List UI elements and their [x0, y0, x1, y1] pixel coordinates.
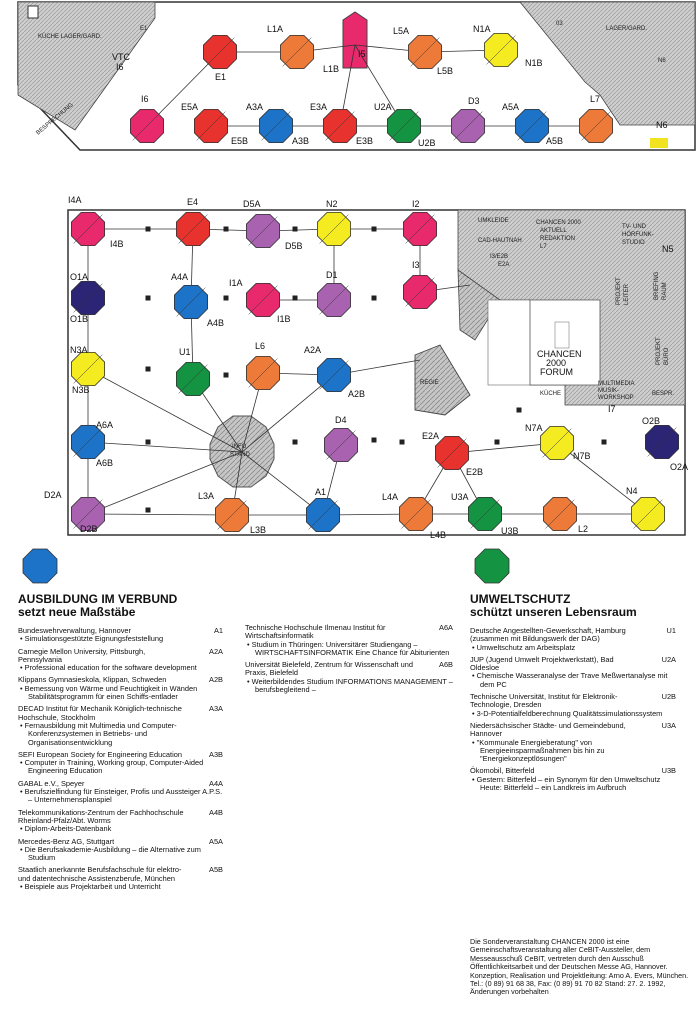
exhibitor-name: JUP (Jugend Umwelt Projektwerkstatt), Bad Oldesloe: [470, 654, 614, 673]
exhibitor-name: Mercedes-Benz AG, Stuttgart: [18, 836, 115, 846]
pillar: [224, 373, 229, 378]
legend-column-3: [470, 627, 676, 792]
booth-code: A4A: [209, 778, 223, 788]
exhibitor-name: Universität Bielefeld, Zentrum für Wissenschaft und Praxis, Bielefeld: [245, 660, 413, 678]
booth-label: L1A: [267, 24, 284, 34]
exhibit-topic: • Simulationsgestützte Eignungsfeststellung: [18, 635, 223, 643]
pillar: [293, 440, 298, 445]
booth-label: D2B: [80, 524, 98, 534]
legend-entry: [470, 627, 676, 652]
room-label: BÜRO: [664, 347, 670, 365]
booth-label: D4: [335, 415, 347, 425]
pillar: [293, 296, 298, 301]
exhibit-topic: • 3-D-Potentialfeldberechnung Qualitätssimulationssystem: [470, 710, 676, 718]
booth-label: E2B: [466, 467, 484, 477]
exhibit-topic: • Umweltschutz am Arbeitsplatz: [470, 644, 676, 652]
exhibitor-name: Technische Hochschule Ilmenau Institut für Wirtschaftsinformatik: [245, 623, 386, 641]
room-label: TV- UND: [622, 224, 646, 230]
booth-label: L7: [590, 94, 601, 104]
booth-label: I5: [358, 49, 366, 59]
booth-label: U2A: [374, 102, 392, 112]
room-label: BRIEFING: [654, 271, 660, 300]
exhibitor-name: DECAD Institut für Mechanik Königlich-technische Hochschule, Stockholm: [18, 704, 182, 722]
room-label: CHANCEN 2000: [536, 220, 581, 226]
exhibit-topic: • Beispiele aus Projektarbeit und Unterricht: [18, 883, 223, 891]
room-label: LEITER: [624, 283, 630, 305]
pillar: [146, 508, 151, 513]
legend-entry: [18, 648, 223, 673]
exhibitor-name: Niedersächsischer Städte- und Gemeindebund, Hannover: [470, 720, 626, 739]
booth-label: L6: [255, 341, 266, 351]
room-label: MUSIK-: [598, 388, 619, 394]
room-label: VTC: [112, 52, 130, 62]
booth-code: U1: [666, 626, 676, 635]
booth-label: O2B: [642, 416, 661, 426]
pillar: [224, 296, 229, 301]
legend-column-2: [245, 624, 453, 694]
room-label: LAGER/GARD.: [606, 26, 648, 32]
room-label: I3/E2B: [490, 254, 509, 260]
exhibit-topic: • Computer in Training, Working group, Computer-Aided Engineering Education: [18, 759, 223, 776]
booth-label: N2: [326, 199, 338, 209]
room-label: PROJEKT: [656, 337, 662, 365]
room-label: AKTUELL: [540, 228, 567, 234]
booth-label: N3B: [72, 385, 90, 395]
booth-code: A4B: [209, 807, 223, 817]
room-label: WORKSHOP: [598, 395, 634, 401]
exhibit-topic: • Fernausbildung mit Multimedia und Computer-Konferenzsystemen in Betriebs- und Organisationsentwicklung: [18, 722, 223, 747]
booth-label: E3A: [310, 102, 328, 112]
legend-entry: [245, 661, 453, 694]
legend-entry: [18, 676, 223, 701]
room-label: 03: [556, 21, 563, 27]
lower-hall: [68, 210, 685, 535]
booth-label: I1A: [229, 278, 243, 288]
exhibitor-name: Technische Universität, Institut für Elektronik-Technologie, Dresden: [470, 692, 618, 710]
pillar: [372, 438, 377, 443]
booth-label: L3A: [198, 491, 215, 501]
booth-label: E1: [215, 72, 227, 82]
room-label: I7: [608, 404, 616, 414]
exhibitor-name: Klippans Gymnasieskola, Klippan, Schweden: [18, 675, 167, 685]
booth-label: I3: [412, 260, 420, 270]
booth-code: A1: [213, 626, 223, 635]
exhibitor-name: GABAL e.V., Speyer: [18, 778, 85, 788]
booth-label: I2: [412, 199, 420, 209]
exhibit-topic: • Gestern: Bitterfeld – ein Synonym für den Umweltschutz Heute: Bitterfeld – ein Landkreis im Aufbruch: [470, 776, 676, 793]
booth-e4[interactable]: [176, 197, 209, 246]
exhibit-topic: • Berufszielfindung für Einsteiger, Profis und Aussteiger A.P.S. – Unternehmensplanspiel: [18, 788, 223, 805]
booth-label: L1B: [323, 64, 340, 74]
booth-label: D5A: [243, 199, 261, 209]
booth-label: U3A: [451, 492, 469, 502]
booth-label: A6A: [96, 420, 114, 430]
booth-label: O1B: [70, 314, 89, 324]
legend-subtitle: schützt unseren Lebensraum: [470, 605, 637, 619]
booth-label: L5A: [393, 26, 410, 36]
booth-label: D2A: [44, 490, 62, 500]
info-stand-label: STAND: [230, 452, 250, 458]
room-label: CAD-HAUTNAH: [478, 238, 522, 244]
pillar: [146, 367, 151, 372]
booth-label: A1: [315, 487, 327, 497]
forum-label: CHANCEN: [537, 349, 582, 359]
legend-entry: [245, 624, 453, 657]
exhibit-topic: • Studium in Thüringen: Universitärer Studiengang – WIRTSCHAFTSINFORMATIK Eine Chance für Abiturienten: [245, 641, 453, 658]
legend-title: UMWELTSCHUTZ: [470, 592, 571, 606]
exhibit-topic: • Diplom-Arbeits-Datenbank: [18, 825, 223, 833]
booth-label: A3A: [246, 102, 264, 112]
room-label: KÜCHE LAGER/GARD.: [38, 34, 102, 40]
exhibit-topic: • Die Berufsakademie-Ausbildung – die Alternative zum Studium: [18, 846, 223, 863]
booth-label: A3B: [292, 136, 310, 146]
booth-label: L3B: [250, 525, 267, 535]
legend-entry: [18, 751, 223, 776]
pillar: [146, 440, 151, 445]
booth-label: A4A: [171, 272, 189, 282]
booth-n2[interactable]: [317, 199, 350, 246]
booth-label: L4A: [382, 492, 399, 502]
legend-entry: [18, 809, 223, 834]
booth-label: D1: [326, 270, 338, 280]
booth-label: I4A: [68, 195, 82, 205]
booth-label: I4B: [110, 239, 124, 249]
room-label: RAUM: [662, 282, 668, 300]
room-label: KÜCHE: [540, 391, 562, 397]
room-label: I6: [116, 62, 124, 72]
exhibitor-name: Staatlich anerkannte Berufsfachschule für elektro- und datentechnische Assistenzberufe, München: [18, 865, 182, 883]
legend-entry: [18, 780, 223, 805]
legend-entry: [18, 838, 223, 863]
booth-label: D5B: [285, 241, 303, 251]
booth-label: N1A: [473, 24, 491, 34]
booth-code: U3A: [661, 720, 676, 730]
legend-title: AUSBILDUNG IM VERBUND: [18, 592, 178, 606]
legend-entry: [470, 693, 676, 718]
room-label: E2A: [498, 262, 510, 268]
info-stand-label: INFO: [232, 444, 247, 450]
booth-label: O2A: [670, 462, 689, 472]
booth-code: A2B: [209, 675, 223, 685]
legend-marker-green: [474, 548, 510, 584]
legend-entry: [18, 866, 223, 891]
pillar: [602, 440, 607, 445]
booth-label: A5A: [502, 102, 520, 112]
legend-marker-blue: [22, 548, 58, 584]
credits-text: Die Sonderveranstaltung CHANCEN 2000 ist eine Gemeinschaftsveranstaltung aller CeBIT-Aussteller, dem Messeausschuß CeBIT, vertreten durch den Ausschuß Öffentlichkeitsarbeit und der Deutschen Messe AG, Hannover. Konzeption, Realisation und Projektleitung: Arno A. Evers, München. Tel.: (0 89) 91 68 38, Fax: (0 89) 91 70 82 Stand: 27. 2. 1992, Änderungen vorbehalten: [470, 937, 689, 997]
room-label: STUDIO: [622, 240, 645, 246]
booth-label: N1B: [525, 58, 543, 68]
exhibitor-name: Deutsche Angestellten-Gewerkschaft, Hamburg (zusammen mit Bildungswerk der DAG): [470, 626, 626, 644]
booth-label: U3B: [501, 526, 519, 536]
booth-label: O1A: [70, 272, 89, 282]
room-label: BESPR.: [652, 391, 675, 397]
booth-label: N3A: [70, 345, 88, 355]
forum-label: 2000: [546, 358, 567, 368]
booth-label: A6B: [96, 458, 114, 468]
booth-code: A5B: [209, 865, 223, 875]
pillar: [400, 440, 405, 445]
legend-entry: [18, 627, 223, 644]
booth-label: E4: [187, 197, 199, 207]
booth-code: A3B: [209, 749, 223, 759]
booth-label: U1: [179, 347, 191, 357]
room-label: L7: [540, 244, 547, 250]
exhibitor-name: Ökomobil, Bitterfeld: [470, 766, 535, 776]
exhibitor-name: SEFI European Society for Engineering Education: [18, 749, 182, 759]
legend-entry: [470, 767, 676, 792]
booth-label: E5A: [181, 102, 199, 112]
room-label: E1: [140, 26, 148, 32]
booth-code: U2A: [661, 654, 676, 664]
room-label: REDAKTION: [540, 236, 576, 242]
regie-label: REGIE: [420, 380, 439, 386]
legend-education-cont: [245, 624, 453, 698]
booth-label: D3: [468, 96, 480, 106]
room-label: HÖRFUNK-: [622, 232, 654, 238]
pillar: [146, 227, 151, 232]
pillar: [372, 296, 377, 301]
booth-label: A5B: [546, 136, 564, 146]
exhibit-topic: • "Kommunale Energieberatung" von Energieeinsparmaßnahmen bis hin zu "Energiekonzeptlösungen": [470, 739, 676, 764]
exhibitor-name: Carnegie Mellon University, Pittsburgh, Pennsylvania: [18, 646, 146, 664]
room-label: BESPRECHUNG: [35, 102, 75, 137]
legend-entry: [470, 656, 676, 689]
booth-label: A4B: [207, 318, 225, 328]
booth-label: E5B: [231, 136, 249, 146]
legend-environment: [470, 548, 676, 796]
booth-label: A2A: [304, 345, 322, 355]
exhibitor-name: Bundeswehrverwaltung, Hannover: [18, 626, 131, 635]
booth-label: L5B: [437, 66, 454, 76]
booth-code: U3B: [661, 766, 676, 776]
booth-code: U2B: [661, 692, 676, 702]
booth-label: L4B: [430, 530, 447, 540]
room-label: N5: [662, 244, 674, 254]
pillar: [146, 296, 151, 301]
room-label: N6: [656, 120, 668, 130]
booth-code: A2A: [209, 646, 223, 656]
pillar: [495, 440, 500, 445]
booth-code: A6B: [439, 660, 453, 670]
booth-code: A3A: [209, 704, 223, 714]
booth-i2[interactable]: [403, 199, 436, 246]
booth-label: N7A: [525, 423, 543, 433]
exhibit-topic: • Professional education for the software development: [18, 664, 223, 672]
exhibitor-name: Telekommunikations-Zentrum der Fachhochschule Rheinland-Pfalz/Abt. Worms: [18, 807, 184, 825]
booth-label: L2: [578, 524, 589, 534]
legend-entry: [470, 722, 676, 763]
room-label: N6: [658, 58, 666, 64]
room-label: MULTIMEDIA: [598, 381, 635, 387]
pillar: [224, 227, 229, 232]
pillar: [517, 408, 522, 413]
booth-label: I1B: [277, 314, 291, 324]
booth-code: A5A: [209, 836, 223, 846]
exhibit-topic: • Chemische Wasseranalyse der Trave Meßwertanalyse mit dem PC: [470, 672, 676, 689]
legend-entry: [18, 705, 223, 746]
legend-column-1: [18, 627, 223, 891]
booth-label: A2B: [348, 389, 366, 399]
exhibit-topic: • Bemessung von Wärme und Feuchtigkeit in Wänden Stabilitätsprogramm für einen Schiffs-entlader: [18, 685, 223, 702]
booth-label: N7B: [573, 451, 591, 461]
legend-education: [18, 548, 223, 895]
forum-label: FORUM: [540, 367, 573, 377]
booth-label: U2B: [418, 138, 436, 148]
pillar: [293, 227, 298, 232]
booth-label: E2A: [422, 431, 440, 441]
booth-label: E3B: [356, 136, 374, 146]
room-label: UMKLEIDE: [478, 218, 509, 224]
room-label: PROJEKT: [616, 277, 622, 305]
booth-code: A6A: [439, 623, 453, 632]
booth-label: I6: [141, 94, 149, 104]
legend-subtitle: setzt neue Maßstäbe: [18, 605, 136, 619]
booth-label: N4: [626, 486, 638, 496]
exhibit-topic: • Weiterbildendes Studium INFORMATIONS MANAGEMENT – berufsbegleitend –: [245, 678, 453, 695]
pillar: [372, 227, 377, 232]
